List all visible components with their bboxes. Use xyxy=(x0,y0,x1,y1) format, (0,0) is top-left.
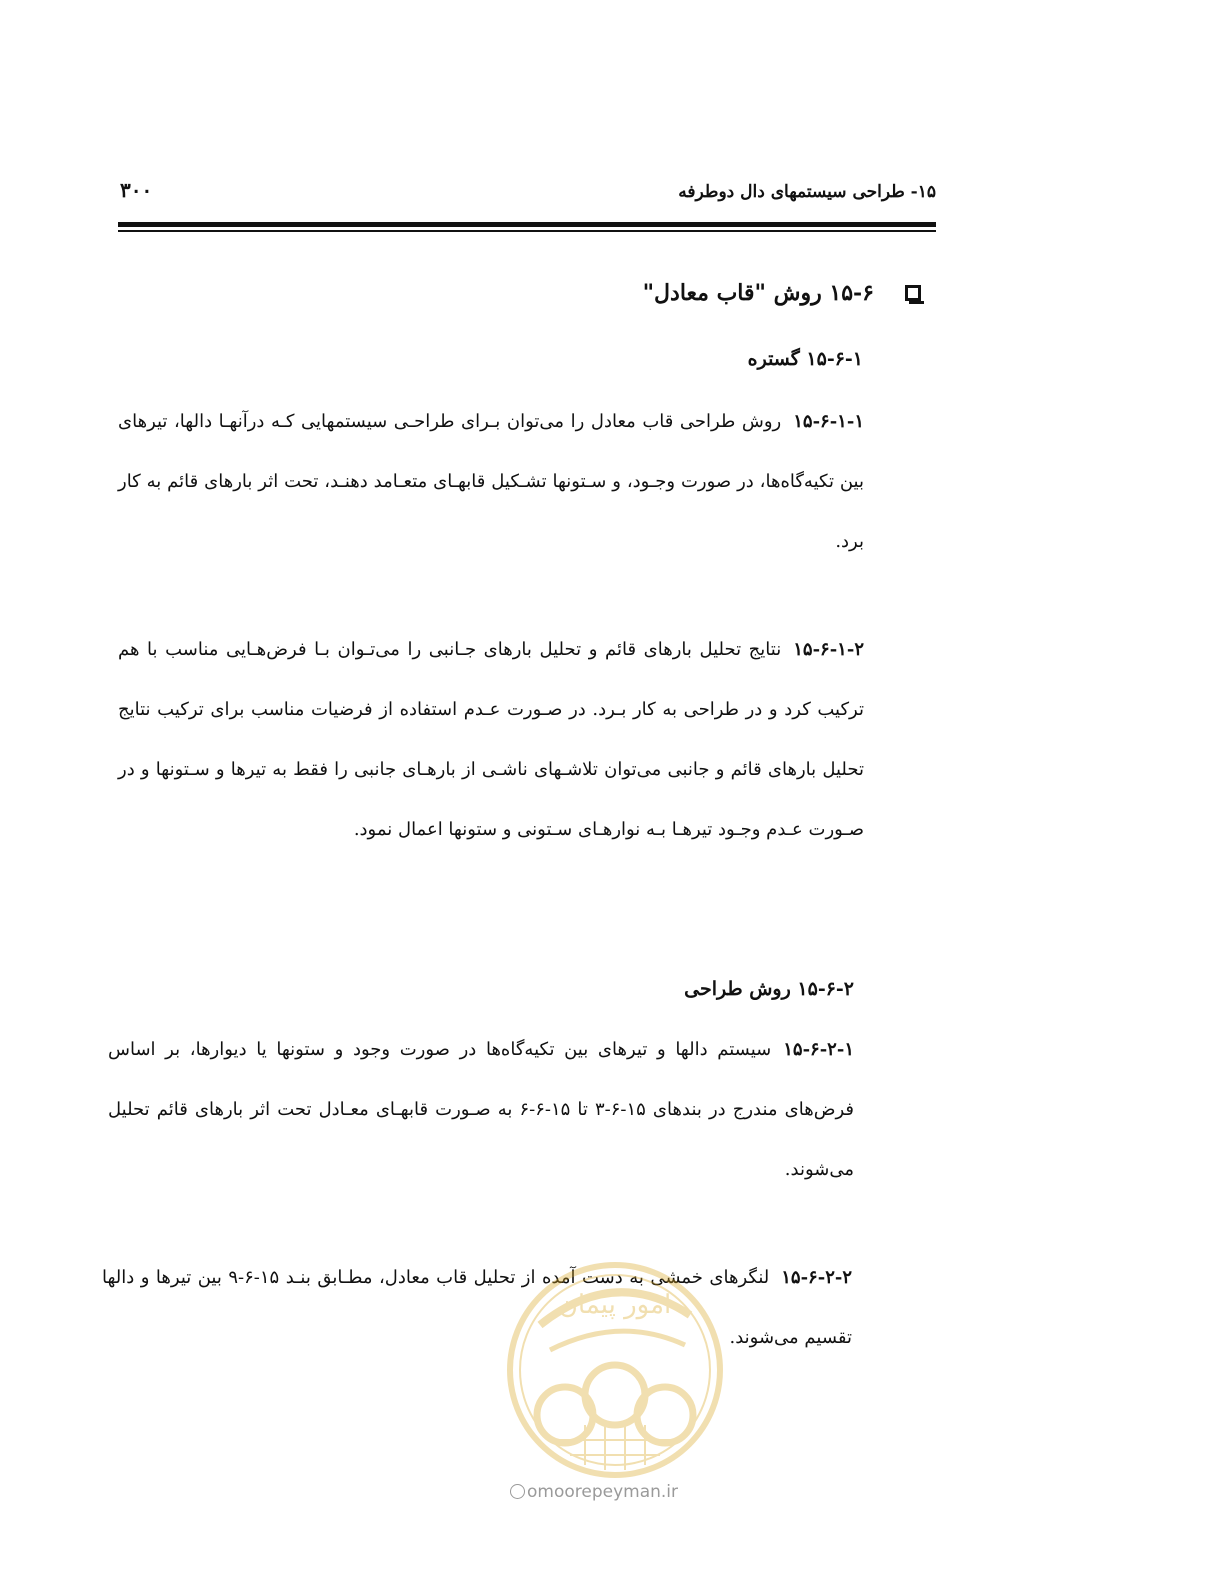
paragraph-text: سیستم دالها و تیرهای بین تکیه‌گاه‌ها در صورت وجود و ستونها یا دیوارها، بر اساس فرض‌های مندرج در بندهای ۱۵-۶-۳ تا ۱۵-۶-۶ به صـورت قابهـای معـادل تحت اثر بارهای قائم تحلیل می‌شوند. xyxy=(108,1039,855,1180)
paragraph-text: لنگرهای خمشی به دست آمده از تحلیل قاب معادل، مطـابق بنـد ۱۵-۶-۹ بین تیرها و دالها تقسیم می‌شوند. xyxy=(102,1267,852,1348)
paragraph-15-6-1-1 xyxy=(118,392,864,572)
watermark-logo-icon xyxy=(500,1255,730,1485)
section-heading: ۱۵-۶ روش "قاب معادل" xyxy=(642,280,874,306)
paragraph-15-6-1-2 xyxy=(118,620,864,860)
subsection-heading-design-method: ۱۵-۶-۲ روش طراحی xyxy=(684,978,854,1000)
chapter-title: ۱۵- طراحی سیستمهای دال دوطرفه xyxy=(678,182,936,202)
paragraph-text: روش طراحی قاب معادل را می‌توان بـرای طراحـی سیستمهایی کـه درآنهـا دالها، تیرهای بین تکیه‌گاه‌ها، در صورت وجـود، و سـتونها تشـکیل قابهـای متعـامد دهنـد، تحت اثر بارهای قائم به کار برد. xyxy=(118,411,864,552)
watermark-url-text: omoorepeyman.ir xyxy=(527,1482,679,1502)
paragraph-number: ۱۵-۶-۱-۲ xyxy=(793,639,864,660)
paragraph-number: ۱۵-۶-۲-۱ xyxy=(783,1039,854,1060)
paragraph-number: ۱۵-۶-۲-۲ xyxy=(781,1267,853,1288)
running-header xyxy=(118,178,936,208)
paragraph-number: ۱۵-۶-۱-۱ xyxy=(793,411,864,432)
section-square-icon xyxy=(905,285,921,301)
paragraph-15-6-2-2 xyxy=(102,1248,852,1368)
paragraph-text: نتایج تحلیل بارهای قائم و تحلیل بارهای جـانبی را می‌تـوان بـا فرض‌هـایی مناسب با هم ترکیب کرد و در طراحی به کار بـرد. در صـورت عـدم استفاده از فرضیات مناسب برای ترکیب نتایج تحلیل بارهای قائم و جانبی می‌توان تلاشـهای ناشـی از بارهـای جانبی را فقط به تیرها و سـتونها و در صـورت عـدم وجـود تیرهـا بـه نوارهـای سـتونی و ستونها اعمال نمود. xyxy=(118,639,864,840)
watermark-logo-text: امور پیمان xyxy=(558,1290,672,1320)
globe-icon xyxy=(510,1484,525,1499)
header-rule-thick xyxy=(118,222,936,227)
page-number: ۳۰۰ xyxy=(120,178,153,202)
paragraph-15-6-2-1 xyxy=(108,1020,854,1200)
subsection-heading-scope: ۱۵-۶-۱ گستره xyxy=(747,348,863,370)
header-rule-thin xyxy=(118,230,936,232)
watermark-url xyxy=(510,1482,678,1502)
